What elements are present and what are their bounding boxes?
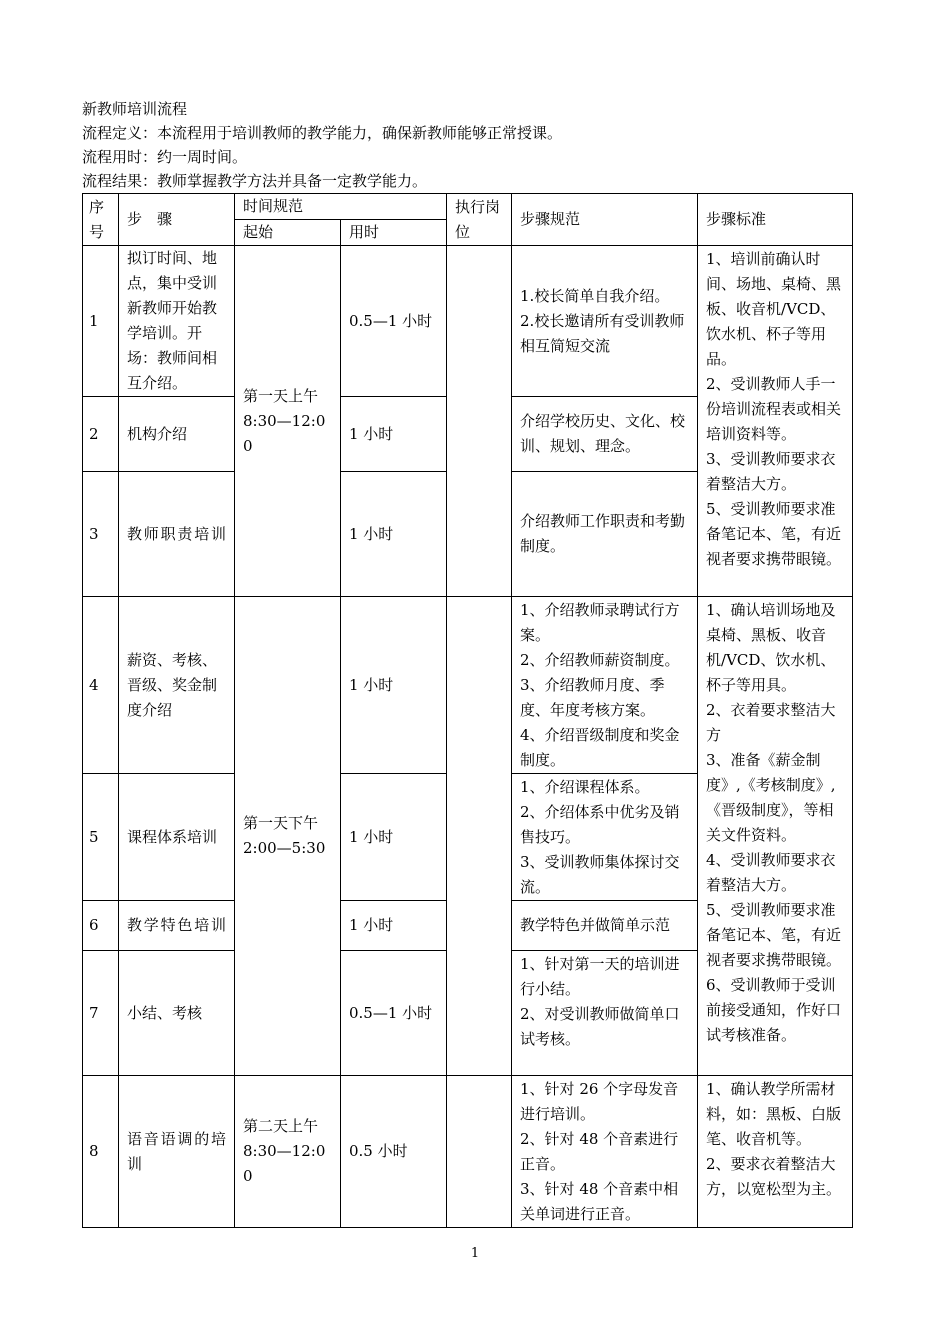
document-page — [82, 97, 852, 1228]
header-start: 起始 — [235, 220, 341, 246]
row-spec: 1、介绍课程体系。 2、介绍体系中优劣及销售技巧。 3、受训教师集体探讨交流。 — [512, 774, 698, 901]
row-standard: 1、确认培训场地及桌椅、黑板、收音机/VCD、饮水机、杯子等用具。 2、衣着要求整洁大方 3、准备《薪金制度》,《考核制度》,《晋级制度》，等相关文件资料。 4、受训教师要求衣着整洁大方。 5、受训教师要求准备笔记本、笔，有近视者要求携带眼镜。 6、受训教师于受训前接受通知，作好口试考核准备。 — [698, 597, 853, 1076]
row-seq: 2 — [83, 397, 119, 472]
row-spec: 1、针对 26 个字母发音进行培训。 2、针对 48 个音素进行正音。 3、针对 48 个音素中相关单词进行正音。 — [512, 1076, 698, 1228]
row-use: 0.5—1 小时 — [341, 951, 447, 1076]
header-use: 用时 — [341, 220, 447, 246]
row-seq: 8 — [83, 1076, 119, 1228]
row-spec: 1、针对第一天的培训进行小结。 2、对受训教师做简单口试考核。 — [512, 951, 698, 1076]
row-step: 小结、考核 — [119, 951, 235, 1076]
row-use: 1 小时 — [341, 472, 447, 597]
row-step: 语音语调的培训 — [119, 1076, 235, 1228]
row-step: 拟订时间、地点，集中受训新教师开始教学培训。开场：教师间相互介绍。 — [119, 246, 235, 397]
table-row — [83, 1076, 853, 1228]
row-spec: 介绍学校历史、文化、校训、规划、理念。 — [512, 397, 698, 472]
row-standard: 1、培训前确认时间、场地、桌椅、黑板、收音机/VCD、饮水机、杯子等用品。 2、受训教师人手一份培训流程表或相关培训资料等。 3、受训教师要求衣着整洁大方。 5、受训教师要求准备笔记本、笔，有近视者要求携带眼镜。 — [698, 246, 853, 597]
header-step: 步 骤 — [119, 194, 235, 246]
row-spec: 介绍教师工作职责和考勤制度。 — [512, 472, 698, 597]
row-seq: 7 — [83, 951, 119, 1076]
row-step: 教师职责培训 — [119, 472, 235, 597]
row-seq: 1 — [83, 246, 119, 397]
table-row — [83, 597, 853, 774]
page-number: 1 — [470, 1246, 480, 1261]
row-post — [447, 246, 512, 597]
process-definition: 流程定义：本流程用于培训教师的教学能力，确保新教师能够正常授课。 — [82, 124, 563, 142]
row-start: 第一天下午 2:00—5:30 — [235, 597, 341, 1076]
row-seq: 4 — [83, 597, 119, 774]
row-start: 第二天上午 8:30—12:00 — [235, 1076, 341, 1228]
row-post — [447, 1076, 512, 1228]
row-post — [447, 597, 512, 1076]
row-spec: 1.校长简单自我介绍。 2.校长邀请所有受训教师相互简短交流 — [512, 246, 698, 397]
header-std: 步骤标准 — [698, 194, 853, 246]
row-seq: 6 — [83, 901, 119, 951]
row-use: 0.5—1 小时 — [341, 246, 447, 397]
table-row — [83, 246, 853, 397]
row-use: 1 小时 — [341, 901, 447, 951]
row-standard: 1、确认教学所需材料，如：黑板、白版笔、收音机等。 2、要求衣着整洁大方，以宽松型为主。 — [698, 1076, 853, 1228]
row-seq: 3 — [83, 472, 119, 597]
process-table — [82, 193, 853, 1228]
row-step: 教学特色培训 — [119, 901, 235, 951]
process-duration: 流程用时：约一周时间。 — [82, 148, 248, 166]
row-use: 1 小时 — [341, 597, 447, 774]
header-post: 执行岗位 — [447, 194, 512, 246]
row-step: 薪资、考核、晋级、奖金制度介绍 — [119, 597, 235, 774]
doc-title: 新教师培训流程 — [82, 100, 188, 118]
row-spec: 1、介绍教师录聘试行方案。 2、介绍教师薪资制度。 3、介绍教师月度、季度、年度考核方案。 4、介绍晋级制度和奖金制度。 — [512, 597, 698, 774]
row-use: 1 小时 — [341, 774, 447, 901]
row-use: 0.5 小时 — [341, 1076, 447, 1228]
header-time: 时间规范 — [235, 194, 447, 220]
header-spec: 步骤规范 — [512, 194, 698, 246]
row-seq: 5 — [83, 774, 119, 901]
row-spec: 教学特色并做简单示范 — [512, 901, 698, 951]
process-result: 流程结果：教师掌握教学方法并具备一定教学能力。 — [82, 172, 428, 190]
row-use: 1 小时 — [341, 397, 447, 472]
header-seq: 序号 — [83, 194, 119, 246]
row-step: 课程体系培训 — [119, 774, 235, 901]
row-step: 机构介绍 — [119, 397, 235, 472]
row-start: 第一天上午 8:30—12:00 — [235, 246, 341, 597]
header-row — [83, 194, 853, 220]
